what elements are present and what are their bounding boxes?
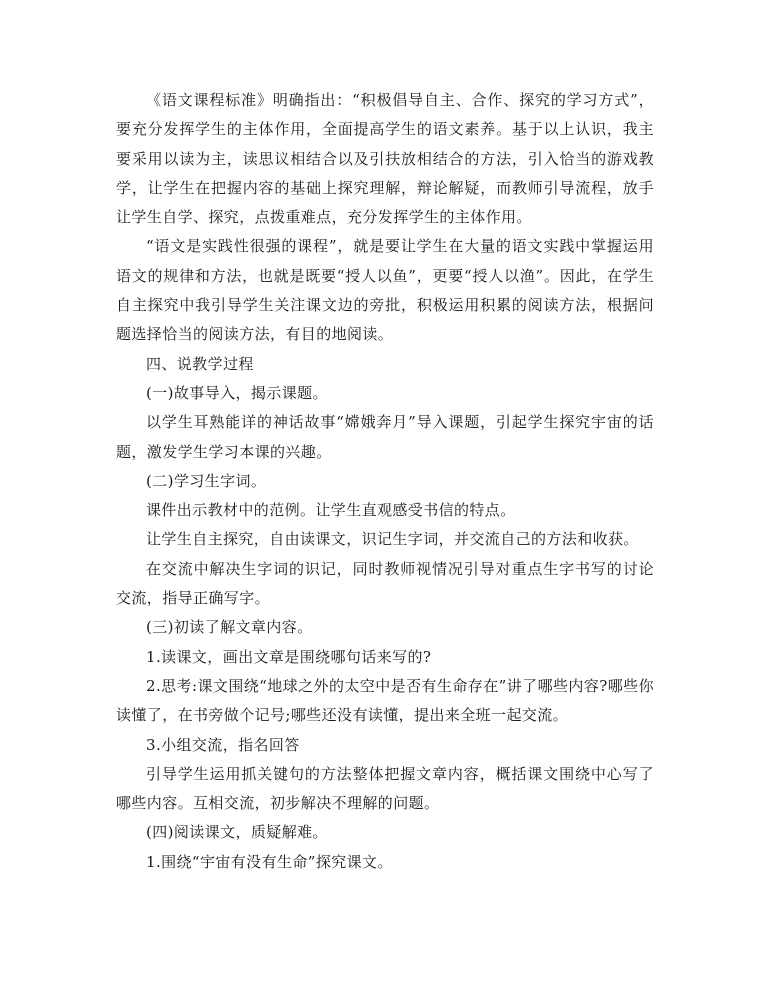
list-item-group-exchange: 3.小组交流，指名回答: [146, 735, 300, 754]
subheading-vocabulary: (二)学习生字词。: [146, 471, 267, 490]
document-page: [116, 86, 654, 877]
section-heading-teaching-process: 四、说教学过程: [146, 354, 254, 373]
paragraph-self-study: 让学生自主探究，自由读课文，识记生字词，并交流自己的方法和收获。: [146, 530, 639, 549]
paragraph-teaching-method: 《语文课程标准》明确指出：“积极倡导自主、合作、探究的学习方式”，要充分发挥学生的主体作用，全面提高学生的语文素养。基于以上认识，我主要采用以读为主，读思议相结合以及引扶放相结合的方法，引入恰当的游戏教学，让学生在把握内容的基础上探究理解，辩论解疑，而教师引导流程，放手让学生自学、探究，点拨重难点，充分发挥学生的主体作用。: [116, 91, 654, 227]
paragraph-exchange-writing: 在交流中解决生字词的识记，同时教师视情况引导对重点生字书写的讨论交流，指导正确写字。: [116, 559, 654, 608]
list-item-universe-life: 1.围绕“宇宙有没有生命”探究课文。: [146, 852, 393, 871]
paragraph-courseware-example: 课件出示教材中的范例。让学生直观感受书信的特点。: [146, 501, 516, 520]
list-item-think: 2.思考:课文围绕“地球之外的太空中是否有生命存在”讲了哪些内容?哪些你读懂了，在书旁做个记号;哪些还没有读懂，提出来全班一起交流。: [116, 676, 654, 725]
subheading-story-intro: (一)故事导入，揭示课题。: [146, 383, 328, 402]
paragraph-key-sentences: 引导学生运用抓关键句的方法整体把握文章内容，概括课文围绕中心写了哪些内容。互相交流，初步解决不理解的问题。: [116, 764, 654, 813]
subheading-reading-questions: (四)阅读课文，质疑解难。: [146, 823, 328, 842]
paragraph-story-intro: 以学生耳熟能详的神话故事“嫦娥奔月”导入课题，引起学生探究宇宙的话题，激发学生学习本课的兴趣。: [116, 413, 654, 461]
paragraph-language-practice: “语文是实践性很强的课程”，就是要让学生在大量的语文实践中掌握运用语文的规律和方法，也就是既要“授人以鱼”，更要“授人以渔”。因此，在学生自主探究中我引导学生关注课文边的旁批，积极运用积累的阅读方法，根据问题选择恰当的阅读方法，有目的地阅读。: [116, 237, 654, 344]
list-item-read-text: 1.读课文，画出文章是围绕哪句话来写的?: [146, 647, 432, 666]
subheading-first-reading: (三)初读了解文章内容。: [146, 618, 313, 637]
